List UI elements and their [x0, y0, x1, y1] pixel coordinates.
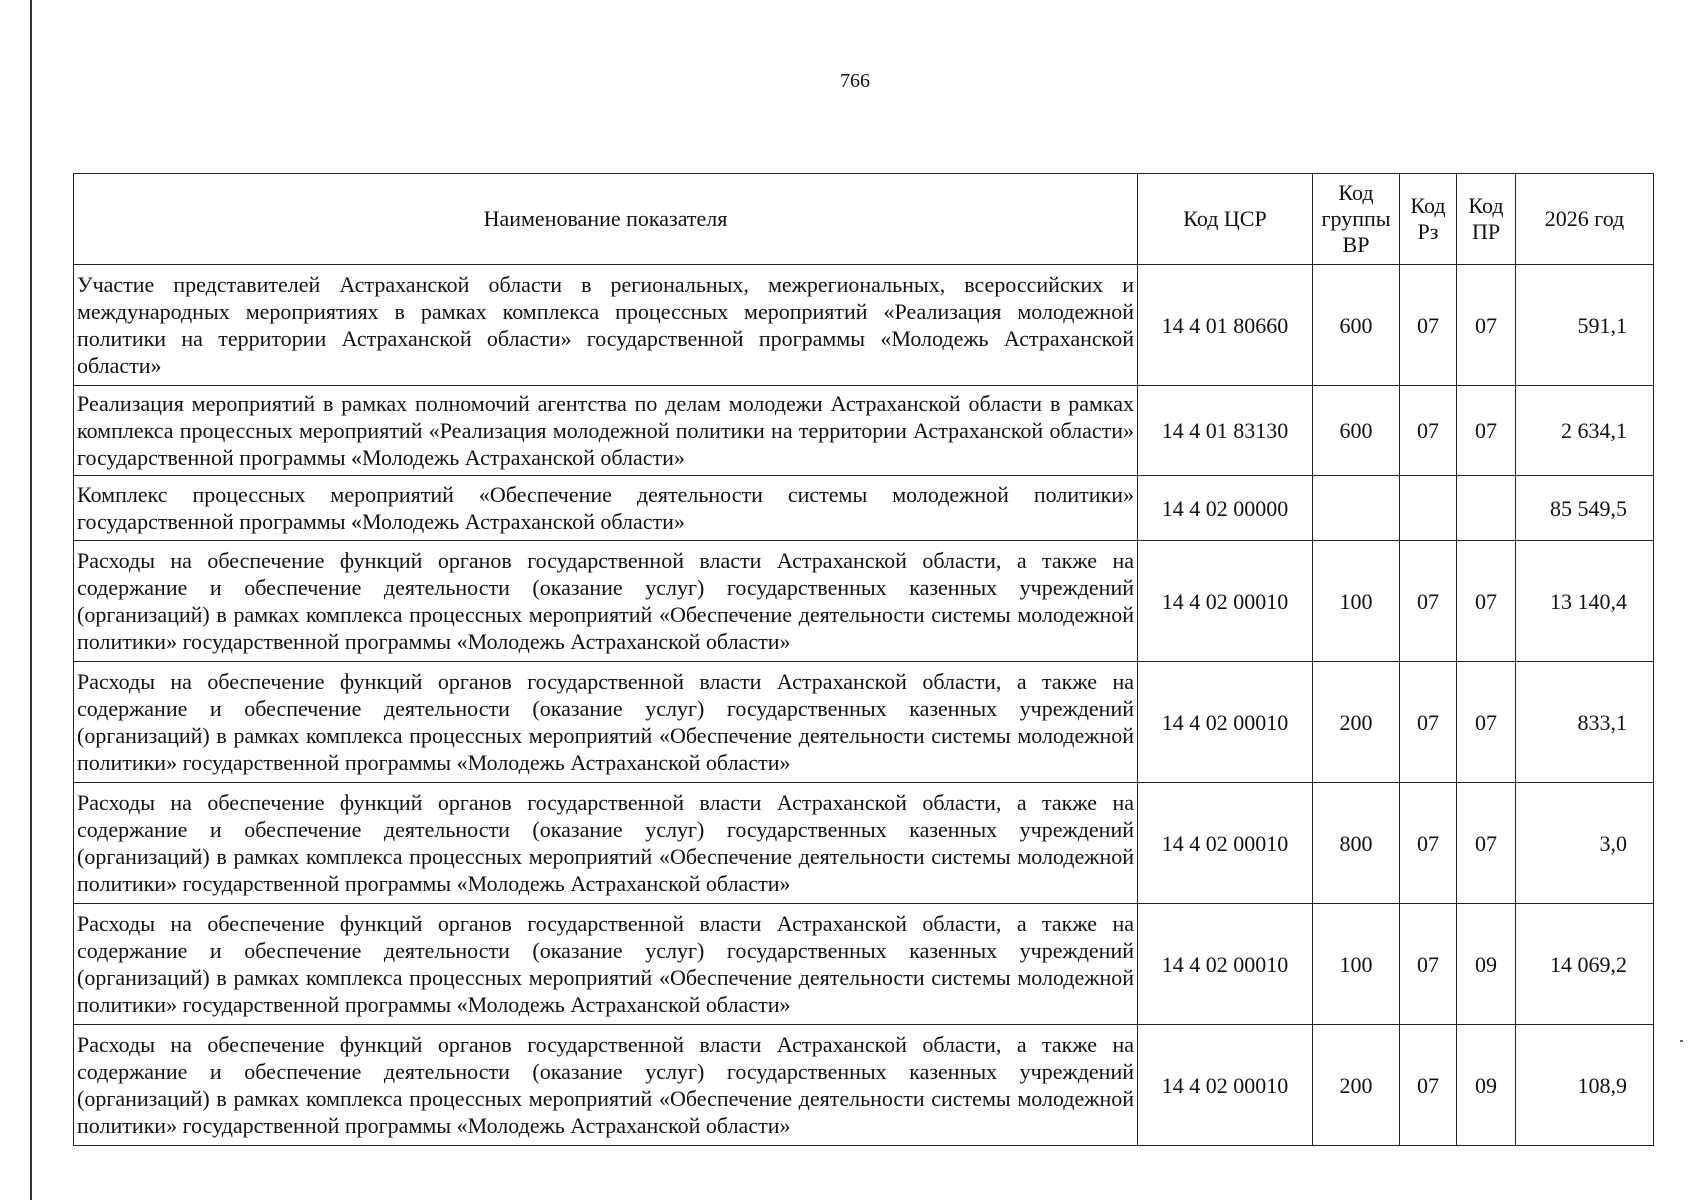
row-amount: 591,1	[1516, 265, 1654, 386]
table-row	[74, 662, 1654, 783]
table-row	[74, 783, 1654, 904]
table-row	[74, 1025, 1654, 1146]
row-name: Участие представителей Астраханской области в региональных, межрегиональных, всероссийских и международных мероприятиях в рамках комплекса процессных мероприятий «Реализация молодежной политики на территории Астраханской области» государственной программы «Молодежь Астраханской области»	[74, 265, 1138, 386]
row-rz: 07	[1400, 904, 1457, 1025]
row-rz: 07	[1400, 541, 1457, 662]
row-pr: 07	[1457, 386, 1516, 476]
left-margin-rule	[30, 0, 32, 1200]
row-rz: 07	[1400, 1025, 1457, 1146]
header-pr: Код ПР	[1457, 174, 1516, 265]
table-row	[74, 386, 1654, 476]
row-csr: 14 4 02 00010	[1138, 541, 1313, 662]
header-csr: Код ЦСР	[1138, 174, 1313, 265]
row-rz: 07	[1400, 265, 1457, 386]
table-row	[74, 476, 1654, 541]
row-amount: 13 140,4	[1516, 541, 1654, 662]
table-row	[74, 904, 1654, 1025]
row-pr: 07	[1457, 265, 1516, 386]
table-row	[74, 265, 1654, 386]
row-pr: 09	[1457, 904, 1516, 1025]
row-csr: 14 4 02 00010	[1138, 783, 1313, 904]
header-year: 2026 год	[1516, 174, 1654, 265]
row-rz: 07	[1400, 783, 1457, 904]
page-number: 766	[840, 70, 870, 92]
row-name: Расходы на обеспечение функций органов государственной власти Астраханской области, а также на содержание и обеспечение деятельности (оказание услуг) государственных казенных учреждений (организаций) в рамках комплекса процессных мероприятий «Обеспечение деятельности системы молодежной политики» государственной программы «Молодежь Астраханской области»	[74, 783, 1138, 904]
row-rz	[1400, 476, 1457, 541]
row-csr: 14 4 01 80660	[1138, 265, 1313, 386]
row-name: Расходы на обеспечение функций органов государственной власти Астраханской области, а также на содержание и обеспечение деятельности (оказание услуг) государственных казенных учреждений (организаций) в рамках комплекса процессных мероприятий «Обеспечение деятельности системы молодежной политики» государственной программы «Молодежь Астраханской области»	[74, 662, 1138, 783]
row-name: Реализация мероприятий в рамках полномочий агентства по делам молодежи Астраханской области в рамках комплекса процессных мероприятий «Реализация молодежной политики на территории Астраханской области» государственной программы «Молодежь Астраханской области»	[74, 386, 1138, 476]
row-rz: 07	[1400, 386, 1457, 476]
row-vr	[1313, 476, 1400, 541]
row-csr: 14 4 02 00010	[1138, 904, 1313, 1025]
budget-table	[73, 173, 1654, 1146]
row-rz: 07	[1400, 662, 1457, 783]
header-name: Наименование показателя	[74, 174, 1138, 265]
row-pr: 07	[1457, 662, 1516, 783]
row-csr: 14 4 02 00000	[1138, 476, 1313, 541]
row-vr: 100	[1313, 904, 1400, 1025]
row-csr: 14 4 01 83130	[1138, 386, 1313, 476]
row-csr: 14 4 02 00010	[1138, 1025, 1313, 1146]
table-row	[74, 541, 1654, 662]
scan-speck	[1680, 1040, 1683, 1042]
row-vr: 800	[1313, 783, 1400, 904]
row-amount: 14 069,2	[1516, 904, 1654, 1025]
row-vr: 100	[1313, 541, 1400, 662]
row-amount: 85 549,5	[1516, 476, 1654, 541]
row-name: Комплекс процессных мероприятий «Обеспечение деятельности системы молодежной политики» государственной программы «Молодежь Астраханской области»	[74, 476, 1138, 541]
row-name: Расходы на обеспечение функций органов государственной власти Астраханской области, а также на содержание и обеспечение деятельности (оказание услуг) государственных казенных учреждений (организаций) в рамках комплекса процессных мероприятий «Обеспечение деятельности системы молодежной политики» государственной программы «Молодежь Астраханской области»	[74, 904, 1138, 1025]
row-pr: 09	[1457, 1025, 1516, 1146]
row-amount: 108,9	[1516, 1025, 1654, 1146]
row-pr: 07	[1457, 541, 1516, 662]
row-amount: 2 634,1	[1516, 386, 1654, 476]
header-rz: Код Рз	[1400, 174, 1457, 265]
table-header-row	[74, 174, 1654, 265]
row-amount: 3,0	[1516, 783, 1654, 904]
row-vr: 600	[1313, 386, 1400, 476]
row-vr: 600	[1313, 265, 1400, 386]
row-name: Расходы на обеспечение функций органов государственной власти Астраханской области, а также на содержание и обеспечение деятельности (оказание услуг) государственных казенных учреждений (организаций) в рамках комплекса процессных мероприятий «Обеспечение деятельности системы молодежной политики» государственной программы «Молодежь Астраханской области»	[74, 541, 1138, 662]
header-vr: Код группы ВР	[1313, 174, 1400, 265]
row-name: Расходы на обеспечение функций органов государственной власти Астраханской области, а также на содержание и обеспечение деятельности (оказание услуг) государственных казенных учреждений (организаций) в рамках комплекса процессных мероприятий «Обеспечение деятельности системы молодежной политики» государственной программы «Молодежь Астраханской области»	[74, 1025, 1138, 1146]
row-amount: 833,1	[1516, 662, 1654, 783]
row-pr	[1457, 476, 1516, 541]
row-vr: 200	[1313, 1025, 1400, 1146]
row-csr: 14 4 02 00010	[1138, 662, 1313, 783]
row-vr: 200	[1313, 662, 1400, 783]
row-pr: 07	[1457, 783, 1516, 904]
